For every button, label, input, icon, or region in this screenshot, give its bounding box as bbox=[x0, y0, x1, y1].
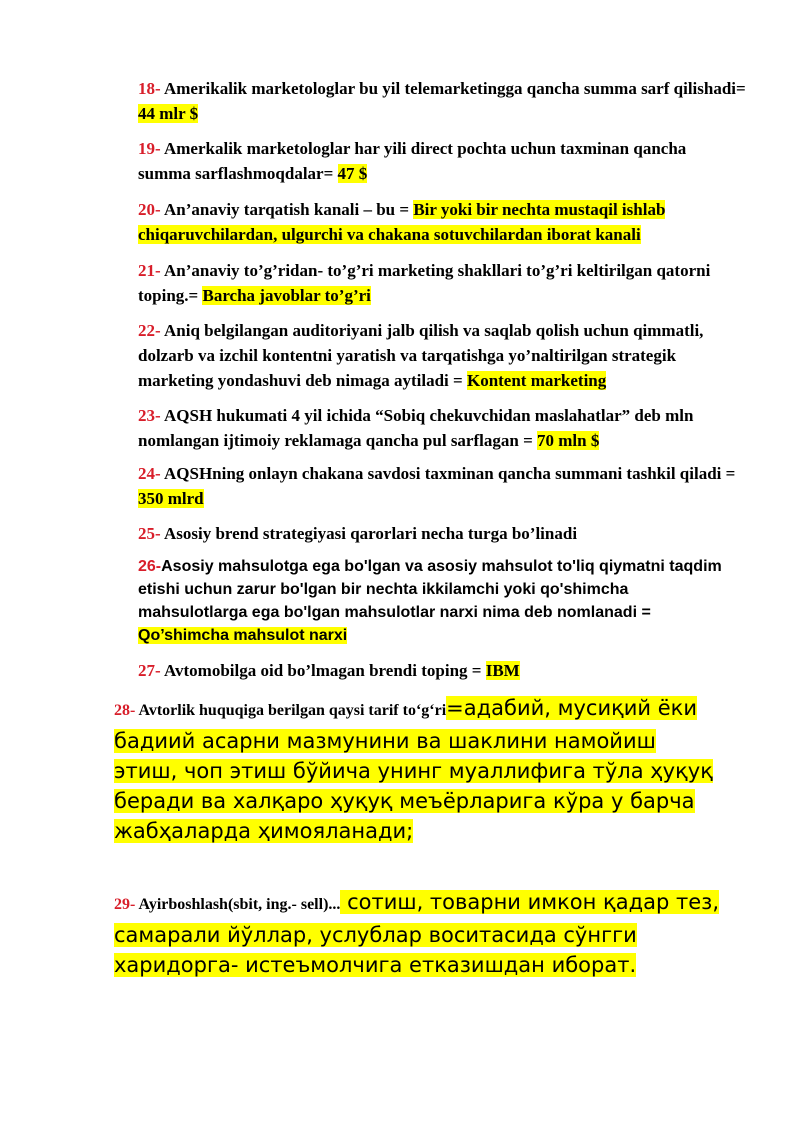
question-text: Amerikalik marketologlar bu yil telemarketingga qancha summa sarf qilishadi= bbox=[160, 79, 746, 98]
question-number: 28- bbox=[114, 702, 136, 719]
question-25 bbox=[138, 521, 738, 546]
question-29 bbox=[114, 887, 724, 980]
answer-highlight: Qo’shimcha mahsulot narxi bbox=[138, 627, 348, 644]
question-26 bbox=[138, 555, 738, 647]
answer-highlight: =адабий, мусиқий ёки бадиий асарни мазмунини ва шаклини намойиш этиш, чоп этиш бўйича унинг муаллифига тўла ҳуқуқ беради ва халқаро ҳуқуқ меъёрларига кўра у барча жабҳаларда ҳимояланади; bbox=[114, 696, 713, 843]
question-text: Avtomobilga oid bo’lmagan brendi toping = bbox=[160, 661, 486, 680]
question-text: Aniq belgilangan auditoriyani jalb qilish va saqlab qolish uchun qimmatli, dolzarb va izchil kontentni yaratish va tarqatishga yo’naltirilgan strategik marketing yondashuvi deb nimaga aytiladi = bbox=[138, 321, 704, 390]
question-number: 18- bbox=[138, 79, 161, 98]
question-18 bbox=[138, 76, 748, 126]
question-27 bbox=[138, 658, 738, 683]
question-number: 25- bbox=[138, 524, 161, 543]
question-text: Ayirboshlash(sbit, ing.- sell)... bbox=[135, 896, 341, 913]
question-number: 21- bbox=[138, 261, 161, 280]
question-text: Asosiy mahsulotga ega bo'lgan va asosiy mahsulot to'liq qiymatni taqdim etishi uchun zarur bo'lgan bir nechta ikkilamchi yoki qo'shimcha mahsulotlarga ega bo'lgan mahsulotlar narxi nima deb nomlanadi = bbox=[138, 558, 722, 621]
question-text: An’anaviy to’g’ridan- to’g’ri marketing shakllari to’g’ri keltirilgan qatorni toping.= bbox=[138, 261, 711, 305]
answer-highlight: сотиш, товарни имкон қадар тез, самарали йўллар, услублар воситасида сўнгги харидорга- истеъмолчига етказишдан иборат. bbox=[114, 890, 720, 977]
question-number: 24- bbox=[138, 464, 161, 483]
question-number: 19- bbox=[138, 139, 161, 158]
answer-highlight: Barcha javoblar to’g’ri bbox=[202, 286, 371, 305]
question-number: 20- bbox=[138, 200, 161, 219]
answer-highlight: 44 mlr $ bbox=[138, 104, 199, 123]
answer-highlight: 350 mlrd bbox=[138, 489, 204, 508]
answer-highlight: Bir yoki bir nechta mustaqil ishlab chiqaruvchilardan, ulgurchi va chakana sotuvchilardan iborat kanali bbox=[138, 200, 666, 244]
question-23 bbox=[138, 403, 738, 453]
question-19 bbox=[138, 136, 718, 186]
question-22 bbox=[138, 318, 750, 393]
question-text: Asosiy brend strategiyasi qarorlari necha turga bo’linadi bbox=[160, 524, 578, 543]
question-text: Avtorlik huquqiga berilgan qaysi tarif to‘g‘ri bbox=[135, 702, 447, 719]
answer-highlight: IBM bbox=[485, 661, 520, 680]
question-20 bbox=[138, 197, 738, 247]
answer-highlight: 47 $ bbox=[337, 164, 368, 183]
answer-highlight: Kontent marketing bbox=[466, 371, 607, 390]
question-21 bbox=[138, 258, 738, 308]
question-number: 23- bbox=[138, 406, 161, 425]
question-number: 27- bbox=[138, 661, 161, 680]
answer-highlight: 70 mln $ bbox=[537, 431, 600, 450]
question-text: Amerkalik marketologlar har yili direct pochta uchun taxminan qancha summa sarflashmoqdalar= bbox=[138, 139, 687, 183]
question-number: 29- bbox=[114, 896, 136, 913]
question-number: 22- bbox=[138, 321, 161, 340]
question-24 bbox=[138, 461, 738, 511]
question-text: AQSHning onlayn chakana savdosi taxminan qancha summani tashkil qiladi = bbox=[160, 464, 736, 483]
question-text: An’anaviy tarqatish kanali – bu = bbox=[160, 200, 414, 219]
question-number: 26- bbox=[138, 558, 162, 575]
question-text: AQSH hukumati 4 yil ichida “Sobiq chekuvchidan maslahatlar” deb mln nomlangan ijtimoiy reklamaga qancha pul sarflagan = bbox=[138, 406, 694, 450]
question-28 bbox=[114, 693, 724, 846]
